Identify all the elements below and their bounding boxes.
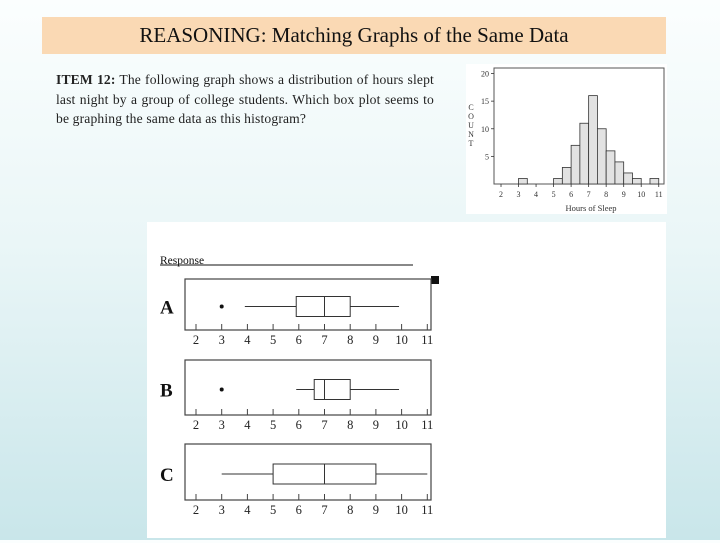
histogram-x-tick-label: 6 <box>569 190 574 199</box>
boxplot-option-label: B <box>160 380 173 402</box>
histogram-x-tick-label: 2 <box>499 190 504 199</box>
boxplot-x-tick-label: 5 <box>269 503 277 517</box>
boxplot-x-tick-label: 10 <box>395 333 408 347</box>
histogram-y-axis-label-letter: T <box>468 139 474 148</box>
histogram-bar <box>589 96 598 184</box>
boxplot-x-tick-label: 3 <box>218 503 225 517</box>
boxplot-box <box>314 380 350 400</box>
boxplot-x-tick-label: 7 <box>321 503 328 517</box>
boxplot-x-tick-label: 10 <box>395 503 408 517</box>
boxplot-x-tick-label: 8 <box>347 418 354 432</box>
histogram-bar <box>615 162 624 184</box>
histogram-x-tick-label: 3 <box>516 190 521 199</box>
histogram-bar <box>519 178 528 184</box>
boxplot-x-tick-label: 3 <box>218 418 225 432</box>
question-text <box>56 70 434 129</box>
histogram-y-tick-label: 10 <box>481 124 489 134</box>
boxplot-x-tick-label: 6 <box>295 503 302 517</box>
histogram-y-axis-label-letter: N <box>468 130 474 139</box>
histogram-y-tick-label: 5 <box>485 152 489 162</box>
boxplot-x-tick-label: 10 <box>395 418 408 432</box>
histogram-panel <box>466 64 667 214</box>
boxplot-chart <box>147 222 666 538</box>
histogram-bar <box>571 145 580 184</box>
histogram-x-tick-label: 8 <box>604 190 609 199</box>
boxplot-x-tick-label: 2 <box>192 418 200 432</box>
boxplot-x-tick-label: 9 <box>372 503 380 517</box>
histogram-bar <box>597 129 606 184</box>
boxplot-option-label: C <box>160 465 174 486</box>
boxplot-x-tick-label: 7 <box>321 418 328 432</box>
boxplot-x-tick-label: 2 <box>192 333 200 347</box>
boxplot-frame <box>185 444 431 500</box>
slide-title-bar <box>42 17 666 54</box>
histogram-x-tick-label: 11 <box>654 190 663 199</box>
boxplot-x-tick-label: 5 <box>269 333 277 347</box>
question-body: The following graph shows a distribution of hours slept last night by a group of college students. Which box plot seems to be graphing the same data as this histogram? <box>56 72 434 126</box>
boxplot-x-tick-label: 7 <box>321 333 328 347</box>
boxplot-header: Response <box>160 255 205 267</box>
boxplot-x-tick-label: 4 <box>244 333 251 347</box>
histogram-x-tick-label: 9 <box>621 190 626 199</box>
boxplot-x-tick-label: 6 <box>295 333 302 347</box>
histogram-y-axis-label-letter: O <box>468 112 474 121</box>
histogram-x-axis-label: Hours of Sleep <box>565 203 617 213</box>
boxplot-x-tick-label: 11 <box>421 418 434 432</box>
boxplot-x-tick-label: 4 <box>244 503 251 517</box>
histogram-x-tick-label: 5 <box>551 190 556 199</box>
histogram-x-tick-label: 10 <box>637 190 646 199</box>
boxplot-frame <box>185 279 431 330</box>
histogram-y-axis-label-letter: U <box>468 121 474 130</box>
boxplot-x-tick-label: 9 <box>372 333 380 347</box>
boxplot-panel <box>147 222 666 538</box>
boxplot-box <box>296 297 350 317</box>
boxplot-x-tick-label: 11 <box>421 503 434 517</box>
histogram-chart <box>466 64 667 214</box>
histogram-y-tick-label: 15 <box>481 97 489 107</box>
histogram-bar <box>632 178 641 184</box>
boxplot-x-tick-label: 3 <box>218 333 225 347</box>
boxplot-x-tick-label: 6 <box>295 418 302 432</box>
boxplot-frame <box>185 360 431 415</box>
histogram-bar <box>606 151 615 184</box>
histogram-bar <box>650 178 659 184</box>
boxplot-x-tick-label: 9 <box>372 418 380 432</box>
boxplot-x-tick-label: 11 <box>421 333 434 347</box>
slide-title: REASONING: Matching Graphs of the Same Data <box>139 23 569 47</box>
boxplot-x-tick-label: 2 <box>192 503 200 517</box>
question-label: ITEM 12: <box>56 72 116 87</box>
boxplot-corner-mark <box>431 276 439 284</box>
histogram-y-axis-label-letter: C <box>468 103 474 112</box>
boxplot-x-tick-label: 4 <box>244 418 251 432</box>
histogram-x-tick-label: 7 <box>586 190 591 199</box>
boxplot-option-label: A <box>160 297 174 319</box>
histogram-bar <box>554 178 563 184</box>
boxplot-outlier <box>220 305 224 309</box>
boxplot-x-tick-label: 5 <box>269 418 277 432</box>
boxplot-outlier <box>220 388 224 392</box>
histogram-bar <box>624 173 633 184</box>
histogram-x-tick-label: 4 <box>534 190 539 199</box>
histogram-y-tick-label: 20 <box>481 69 489 79</box>
boxplot-x-tick-label: 8 <box>347 503 354 517</box>
histogram-bar <box>562 167 571 184</box>
boxplot-x-tick-label: 8 <box>347 333 354 347</box>
histogram-bar <box>580 123 589 184</box>
